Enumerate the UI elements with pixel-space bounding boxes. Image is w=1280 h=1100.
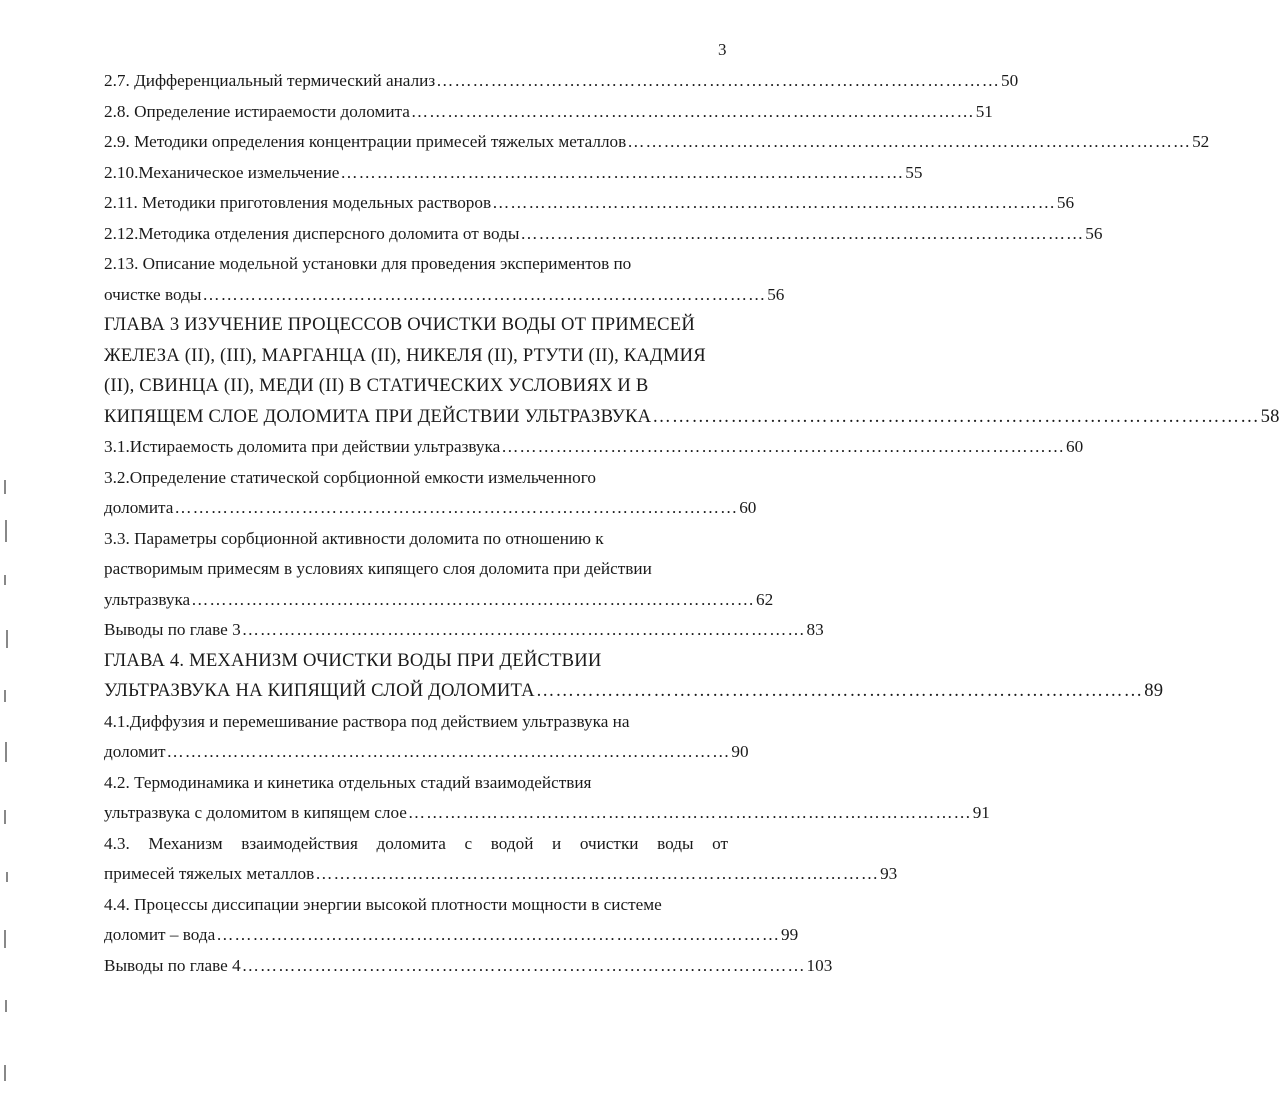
toc-entry-2-12: 2.12.Методика отделения дисперсного доломита от воды ………………………………………………………………………………… 56 (104, 223, 1103, 243)
toc-entry-2-11: 2.11. Методики приготовления модельных растворов ………………………………………………………………………………… 56 (104, 193, 1075, 212)
toc-entry-conclusions-4: Выводы по главе 4 ………………………………………………………………………………… 103 (104, 955, 833, 975)
chapter-4-heading-line-2: УЛЬТРАЗВУКА НА КИПЯЩИЙ СЛОЙ ДОЛОМИТА ………………………………………………………………………………… 89 (104, 680, 1164, 701)
toc-entry-3-3-line-2: растворимым примесям в условиях кипящего слоя доломита при действии (104, 559, 652, 578)
toc-entry-4-3-line-1: 4.3. Механизм взаимодействия доломита с водой и очистки воды от (104, 833, 728, 853)
chapter-3-heading-line-3: (II), СВИНЦА (II), МЕДИ (II) В СТАТИЧЕСКИХ УСЛОВИЯХ И В (104, 375, 649, 396)
chapter-3-heading-line-2: ЖЕЛЕЗА (II), (III), МАРГАНЦА (II), НИКЕЛЯ (II), РТУТИ (II), КАДМИЯ (104, 344, 706, 366)
table-of-contents (104, 66, 1280, 981)
toc-entry-conclusions-3: Выводы по главе 3 ………………………………………………………………………………… 83 (104, 620, 824, 639)
toc-entry-2-7: 2.7. Дифференциальный термический анализ ………………………………………………………………………………… 50 (104, 71, 1019, 90)
toc-entry-2-10: 2.10.Механическое измельчение ………………………………………………………………………………… 55 (104, 162, 923, 182)
scan-artifact-marks (2, 480, 10, 1100)
toc-entry-2-8: 2.8. Определение истираемости доломита ………………………………………………………………………………… 51 (104, 101, 993, 121)
toc-entry-3-2-line-2: доломита ………………………………………………………………………………… 60 (104, 498, 757, 517)
toc-entry-4-2-line-1: 4.2. Термодинамика и кинетика отдельных стадий взаимодействия (104, 772, 592, 792)
chapter-3-heading-line-1: ГЛАВА 3 ИЗУЧЕНИЕ ПРОЦЕССОВ ОЧИСТКИ ВОДЫ ОТ ПРИМЕСЕЙ (104, 314, 695, 335)
page-number: 3 (718, 40, 727, 59)
toc-entry-2-13-line-1: 2.13. Описание модельной установки для проведения экспериментов по (104, 254, 632, 273)
chapter-3-heading-line-4: КИПЯЩЕМ СЛОЕ ДОЛОМИТА ПРИ ДЕЙСТВИИ УЛЬТРАЗВУКА ………………………………………………………………………………… 58 (104, 405, 1280, 427)
toc-entry-2-13-line-2: очистке воды ………………………………………………………………………………… 56 (104, 284, 785, 304)
toc-entry-2-9: 2.9. Методики определения концентрации примесей тяжелых металлов ………………………………………………………………………………… 52 (104, 132, 1210, 151)
toc-entry-4-1-line-2: доломит ………………………………………………………………………………… 90 (104, 742, 749, 761)
toc-entry-3-1: 3.1.Истираемость доломита при действии ультразвука ………………………………………………………………………………… 60 (104, 437, 1084, 456)
toc-entry-3-3-line-3: ультразвука ………………………………………………………………………………… 62 (104, 589, 774, 609)
toc-entry-3-2-line-1: 3.2.Определение статической сорбционной емкости измельченного (104, 467, 596, 487)
toc-entry-4-2-line-2: ультразвука с доломитом в кипящем слое ………………………………………………………………………………… 91 (104, 803, 990, 822)
toc-entry-4-3-line-2: примесей тяжелых металлов ………………………………………………………………………………… 93 (104, 864, 898, 883)
toc-entry-4-1-line-1: 4.1.Диффузия и перемешивание раствора под действием ультразвука на (104, 711, 630, 731)
toc-entry-3-3-line-1: 3.3. Параметры сорбционной активности доломита по отношению к (104, 528, 604, 548)
toc-entry-4-4-line-1: 4.4. Процессы диссипации энергии высокой плотности мощности в системе (104, 894, 662, 914)
toc-entry-4-4-line-2: доломит – вода ………………………………………………………………………………… 99 (104, 925, 799, 944)
chapter-4-heading-line-1: ГЛАВА 4. МЕХАНИЗМ ОЧИСТКИ ВОДЫ ПРИ ДЕЙСТВИИ (104, 649, 602, 671)
